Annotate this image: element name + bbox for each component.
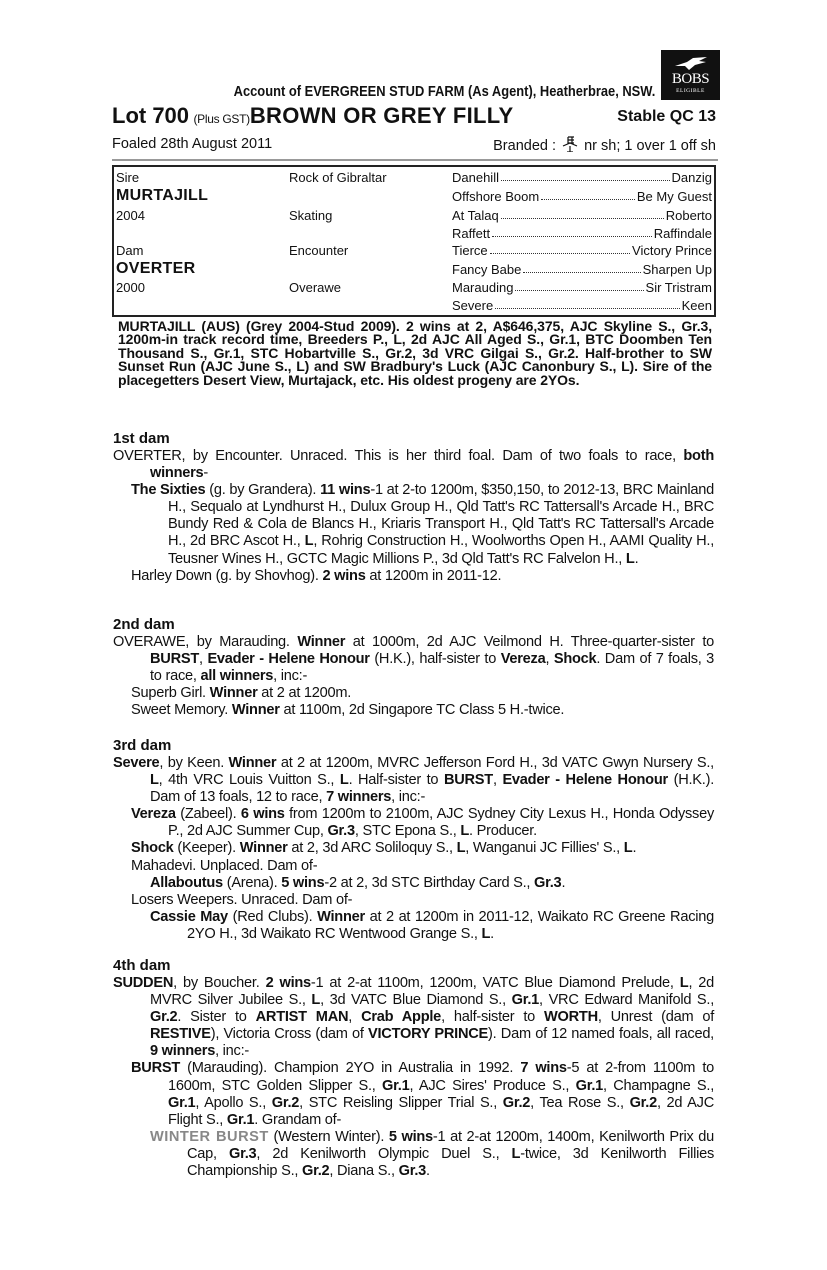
- bold-text: 5 wins: [281, 874, 325, 891]
- bold-text: Gr.2: [629, 1094, 657, 1111]
- horse-name: Severe: [452, 298, 494, 313]
- text: (g. by Grandera).: [205, 482, 321, 499]
- horse-description: BROWN OR GREY FILLY: [249, 103, 514, 128]
- text: at 2 at 1200m in 2011-12, Waikato RC Greene Racing 2YO H., 3d Waikato RC Wentwood Grange S.,: [187, 908, 714, 942]
- logo-subtext: ELIGIBLE: [676, 88, 705, 94]
- leader-dots: [523, 262, 640, 273]
- gst-note: (Plus GST): [193, 112, 250, 126]
- text: , 3d VATC Blue Diamond S.,: [320, 992, 512, 1009]
- section-body: [113, 755, 714, 943]
- bold-text: Severe: [113, 755, 160, 771]
- bold-text: Winner: [297, 634, 346, 650]
- text: -: [203, 465, 209, 482]
- text: (H.K.), half-sister to: [369, 651, 501, 668]
- bold-text: BURST: [443, 772, 493, 789]
- bold-text: Gr.2: [302, 1163, 330, 1180]
- bold-text: Evader - Helene Honour: [207, 651, 370, 668]
- text: -5 at 2-from 1100m to 1600m, STC Golden Slipper S.,: [168, 1060, 714, 1094]
- bold-text: WINTER BURST: [150, 1128, 269, 1145]
- pedigree-entry: [113, 909, 714, 943]
- dam-name: OVERTER: [116, 260, 196, 277]
- bold-text: L: [150, 772, 159, 789]
- pedigree-gen3-row: [452, 298, 712, 313]
- horse-sire: Be My Guest: [636, 189, 712, 204]
- bold-text: all winners: [200, 668, 274, 685]
- bold-text: L: [311, 992, 321, 1009]
- text: . Half-sister to: [348, 772, 444, 789]
- text: at 1200m in 2011-12.: [365, 567, 502, 584]
- pedigree-entry: [113, 568, 714, 585]
- dam-year: 2000: [116, 280, 145, 295]
- pedigree-entry: [113, 755, 714, 806]
- text: (Western Winter).: [268, 1128, 389, 1145]
- bold-text: L: [339, 772, 349, 789]
- text: , Apollo S.,: [195, 1094, 272, 1111]
- vendor-account: Account of EVERGREEN STUD FARM (As Agent), Heatherbrae, NSW.: [233, 83, 655, 100]
- text: OVERAWE, by Marauding.: [113, 634, 298, 650]
- horse-sire: Sharpen Up: [642, 262, 712, 277]
- pedigree-table: [112, 165, 716, 317]
- section-heading: 1st dam: [113, 430, 170, 447]
- text: -2 at 2, 3d STC Birthday Card S.,: [324, 874, 535, 891]
- bold-text: L: [456, 840, 466, 857]
- text: ). Dam of 12 named foals, all raced,: [488, 1026, 714, 1043]
- pedigree-entry: [113, 858, 714, 875]
- leader-dots: [501, 170, 670, 181]
- text: , by Boucher.: [173, 975, 266, 991]
- sire-name: MURTAJILL: [116, 187, 209, 204]
- branded-info: [493, 136, 716, 154]
- text: .: [426, 1163, 430, 1180]
- text: Harley Down (g. by Shovhog).: [131, 567, 323, 584]
- bold-text: Evader - Helene Honour: [502, 772, 668, 789]
- leader-dots: [541, 189, 635, 200]
- section-heading: 3rd dam: [113, 737, 172, 754]
- bold-text: WORTH: [543, 1009, 598, 1026]
- bold-text: L: [625, 550, 635, 567]
- bold-text: Vereza: [500, 651, 546, 668]
- bold-text: 5 wins: [388, 1128, 433, 1145]
- text: ), Victoria Cross (dam of: [210, 1026, 369, 1043]
- text: , Tea Rose S.,: [530, 1094, 630, 1111]
- text: , VRC Edward Manifold S.,: [539, 992, 715, 1009]
- bold-text: BURST: [150, 651, 200, 668]
- leader-dots: [515, 280, 643, 291]
- pedigree-entry: [113, 1060, 714, 1128]
- text: .: [634, 550, 639, 567]
- text: , Wanganui JC Fillies' S.,: [465, 840, 624, 857]
- horse-name: Danehill: [452, 170, 499, 185]
- text: .: [561, 874, 566, 891]
- text: . Grandam of-: [254, 1111, 342, 1128]
- pedigree-entry: [113, 685, 714, 702]
- leader-dots: [490, 243, 630, 254]
- bold-text: Gr.3: [228, 1145, 257, 1162]
- bold-text: L: [511, 1145, 521, 1162]
- text: . Dam of 7 foals, 3 to race,: [150, 651, 715, 685]
- text: , inc:-: [215, 1043, 250, 1060]
- dam-sire: Encounter: [289, 243, 349, 258]
- pedigree-gen3-row: [452, 262, 712, 277]
- bold-text: Winner: [317, 908, 365, 925]
- text: (H.K.). Dam of 13 foals, 12 to race,: [150, 772, 715, 806]
- section-heading: 2nd dam: [113, 616, 175, 633]
- text: , Diana S.,: [329, 1163, 399, 1180]
- text: , by Keen.: [159, 755, 229, 771]
- text: ,: [545, 651, 554, 668]
- text: -1 at 2-at 1100m, 1200m, VATC Blue Diamond Prelude,: [310, 975, 680, 991]
- stable-number: Stable QC 13: [617, 108, 716, 125]
- text: -1 at 2-at 1200m, 1400m, Kenilworth Prix du Cap,: [187, 1128, 714, 1162]
- text: from 1200m to 2100m, AJC Sydney City Lexus H., Honda Odyssey P., 2d AJC Summer Cup,: [168, 806, 714, 840]
- text: at 1100m, 2d Singapore TC Class 5 H.-twice.: [279, 702, 565, 719]
- horse-sire: Roberto: [665, 208, 712, 223]
- bold-text: 9 winners: [150, 1043, 216, 1060]
- lot-number: Lot 700: [112, 103, 190, 128]
- text: (Red Clubs).: [227, 908, 318, 925]
- text: , 2d MVRC Silver Jubilee S.,: [150, 975, 715, 1009]
- pedigree-entry: [113, 806, 714, 840]
- horse-sire: Keen: [681, 298, 712, 313]
- bold-text: RESTIVE: [150, 1026, 211, 1043]
- text: Superb Girl.: [131, 685, 210, 702]
- text: at 2 at 1200m, MVRC Jefferson Ford H., 3d VATC Gwyn Nursery S.,: [276, 755, 714, 771]
- bold-text: Vereza: [131, 806, 176, 823]
- sire-sire: Rock of Gibraltar: [289, 170, 387, 185]
- bold-text: 11 wins: [320, 482, 371, 499]
- pedigree-entry: [113, 702, 714, 719]
- bold-text: Shock: [553, 651, 597, 668]
- text: . Producer.: [469, 823, 537, 840]
- branded-text: nr sh; 1 over 1 off sh: [584, 138, 716, 154]
- branded-label: Branded :: [493, 138, 557, 154]
- pedigree-entry: [113, 892, 714, 909]
- bold-text: Gr.1: [511, 992, 540, 1009]
- text: Losers Weepers. Unraced. Dam of-: [131, 891, 353, 908]
- lot-heading: [112, 103, 716, 129]
- leader-dots: [495, 298, 679, 309]
- text: , half-sister to: [441, 1009, 544, 1026]
- horse-name: At Talaq: [452, 208, 499, 223]
- bold-text: Winner: [239, 840, 288, 857]
- bold-text: Crab Apple: [361, 1009, 442, 1026]
- logo-text: BOBS: [671, 71, 710, 87]
- bold-text: Cassie May: [150, 908, 228, 925]
- text: .: [632, 840, 637, 857]
- section-body: [113, 634, 714, 719]
- text: at 1000m, 2d AJC Veilmond H. Three-quarter-sister to: [345, 634, 714, 650]
- text: (Arena).: [222, 874, 282, 891]
- text: Mahadevi. Unplaced. Dam of-: [131, 857, 318, 874]
- brand-mark-icon: [560, 136, 580, 152]
- horse-sire: Raffindale: [653, 226, 712, 241]
- sire-year: 2004: [116, 208, 145, 223]
- leader-dots: [492, 226, 652, 237]
- bold-text: Gr.1: [226, 1111, 255, 1128]
- bold-text: BURST: [131, 1060, 181, 1077]
- bold-text: Gr.1: [382, 1077, 410, 1094]
- pedigree-entry: [113, 840, 714, 857]
- pedigree-gen3-row: [452, 170, 712, 185]
- text: at 2 at 1200m.: [257, 685, 352, 702]
- text: ,: [492, 772, 503, 789]
- text: , STC Reisling Slipper Trial S.,: [299, 1094, 503, 1111]
- horse-sire: Danzig: [671, 170, 712, 185]
- bold-text: Winner: [209, 685, 258, 702]
- text: Sweet Memory.: [131, 702, 232, 719]
- bold-text: Gr.2: [150, 1009, 178, 1026]
- bold-text: Gr.2: [502, 1094, 531, 1111]
- sire-dam: Skating: [289, 208, 333, 223]
- pedigree-entry: [113, 1129, 714, 1180]
- pedigree-entry: [113, 875, 714, 892]
- pedigree-gen3-row: [452, 189, 712, 204]
- bold-text: L: [460, 823, 470, 840]
- bold-text: Gr.3: [534, 874, 562, 891]
- horse-name: Fancy Babe: [452, 262, 522, 277]
- pedigree-entry: [113, 482, 714, 567]
- bold-text: 7 winners: [326, 789, 392, 806]
- section-heading: 4th dam: [113, 957, 171, 974]
- text: , inc:-: [391, 789, 426, 806]
- pedigree-gen3-row: [452, 208, 712, 223]
- bold-text: 6 wins: [240, 806, 285, 823]
- horse-name: Tierce: [452, 243, 488, 258]
- text: , Rohrig Construction H., Woolworths Open H., AAMI Quality H., Teusner Wines H., GCTC Magic Millions P., 3d Qld Tatt's RC Falvelon H.,: [168, 533, 715, 567]
- text: , inc:-: [273, 668, 308, 685]
- bold-text: L: [481, 925, 491, 942]
- leader-dots: [501, 208, 664, 219]
- text: , Unrest (dam of: [597, 1009, 714, 1026]
- sire-summary: MURTAJILL (AUS) (Grey 2004-Stud 2009). 2 wins at 2, A$646,375, AJC Skyline S., Gr.3, 1200m-in track record time, Breeders P., L, 2d AJC All Aged S., Gr.1, BTC Doomben Ten Thousand S., Gr.1, STC Hobartville S., Gr.2, 3d VRC Gilgai S., Gr.2. Half-brother to SW Sunset Run (AJC June S., L) and SW Bradbury's Luck (AJC Canonbury S., L). Sire of the placegetters Desert View, Murtajack, etc. His oldest progeny are 2YOs.: [118, 318, 712, 388]
- pedigree-gen3-row: [452, 280, 712, 295]
- pedigree-entry: [113, 448, 714, 482]
- bold-text: Winner: [231, 702, 280, 719]
- dam-label: Dam: [116, 243, 144, 258]
- bold-text: The Sixties: [131, 482, 206, 499]
- pedigree-entry: [113, 975, 714, 1060]
- text: -twice, 3d Kenilworth Fillies Championship S.,: [187, 1145, 715, 1180]
- bold-text: VICTORY PRINCE: [368, 1026, 489, 1043]
- text: -1 at 2-to 1200m, $350,150, to 2012-13, BRC Mainland H., Sequalo at Lyndhurst H., Dulux Group H., Qld Tatt's RC Tattersall's Arcade H., BRC Bundy Red & Cola de Blancs H., Kriaris Transport H., Qld Tatt's RC Tattersall's Arcade H., 2d BRC Ascot H.,: [168, 482, 714, 550]
- bold-text: 7 wins: [520, 1060, 567, 1077]
- pedigree-gen3-row: [452, 226, 712, 241]
- bold-text: ARTIST MAN: [255, 1009, 349, 1026]
- text: , 4th VRC Louis Vuitton S.,: [158, 772, 340, 789]
- bold-text: both winners: [150, 448, 714, 482]
- bold-text: 2 wins: [322, 567, 366, 584]
- text: , STC Epona S.,: [354, 823, 461, 840]
- bold-text: L: [623, 840, 633, 857]
- text: OVERTER, by Encounter. Unraced. This is her third foal. Dam of two foals to race,: [113, 448, 684, 464]
- pedigree-gen3-row: [452, 243, 712, 258]
- bold-text: Shock: [131, 840, 174, 857]
- pedigree-entry: [113, 634, 714, 685]
- divider: [112, 159, 718, 161]
- text: ,: [348, 1009, 362, 1026]
- bold-text: Winner: [228, 755, 277, 771]
- bold-text: Gr.1: [575, 1077, 604, 1094]
- dam-dam: Overawe: [289, 280, 342, 295]
- sire-label: Sire: [116, 170, 140, 185]
- text: , AJC Sires' Produce S.,: [409, 1077, 576, 1094]
- text: ,: [199, 651, 208, 668]
- text: .: [490, 925, 494, 942]
- bird-icon: [673, 56, 709, 72]
- text: (Zabeel).: [175, 806, 241, 823]
- section-body: [113, 975, 714, 1180]
- bold-text: Gr.3: [327, 823, 355, 840]
- text: . Sister to: [177, 1009, 256, 1026]
- text: , Champagne S.,: [603, 1077, 715, 1094]
- foaled-date: Foaled 28th August 2011: [112, 136, 273, 152]
- text: (Marauding). Champion 2YO in Australia in 1992.: [180, 1060, 521, 1077]
- horse-name: Raffett: [452, 226, 491, 241]
- bold-text: Allaboutus: [150, 874, 223, 891]
- text: at 2, 3d ARC Soliloquy S.,: [287, 840, 457, 857]
- bold-text: Gr.3: [398, 1163, 427, 1180]
- horse-name: Marauding: [452, 280, 514, 295]
- bold-text: Gr.1: [168, 1094, 196, 1111]
- text: (Keeper).: [173, 840, 240, 857]
- horse-name: Offshore Boom: [452, 189, 540, 204]
- bold-text: L: [304, 533, 314, 550]
- section-body: [113, 448, 714, 585]
- bold-text: Gr.2: [271, 1094, 300, 1111]
- bold-text: SUDDEN: [113, 975, 174, 991]
- horse-sire: Sir Tristram: [645, 280, 712, 295]
- bobs-eligible-logo: [661, 50, 720, 100]
- bold-text: 2 wins: [265, 975, 311, 991]
- horse-sire: Victory Prince: [632, 243, 712, 258]
- text: , 2d Kenilworth Olympic Duel S.,: [256, 1145, 512, 1162]
- bold-text: L: [679, 975, 689, 991]
- text: , 2d AJC Flight S.,: [168, 1094, 714, 1128]
